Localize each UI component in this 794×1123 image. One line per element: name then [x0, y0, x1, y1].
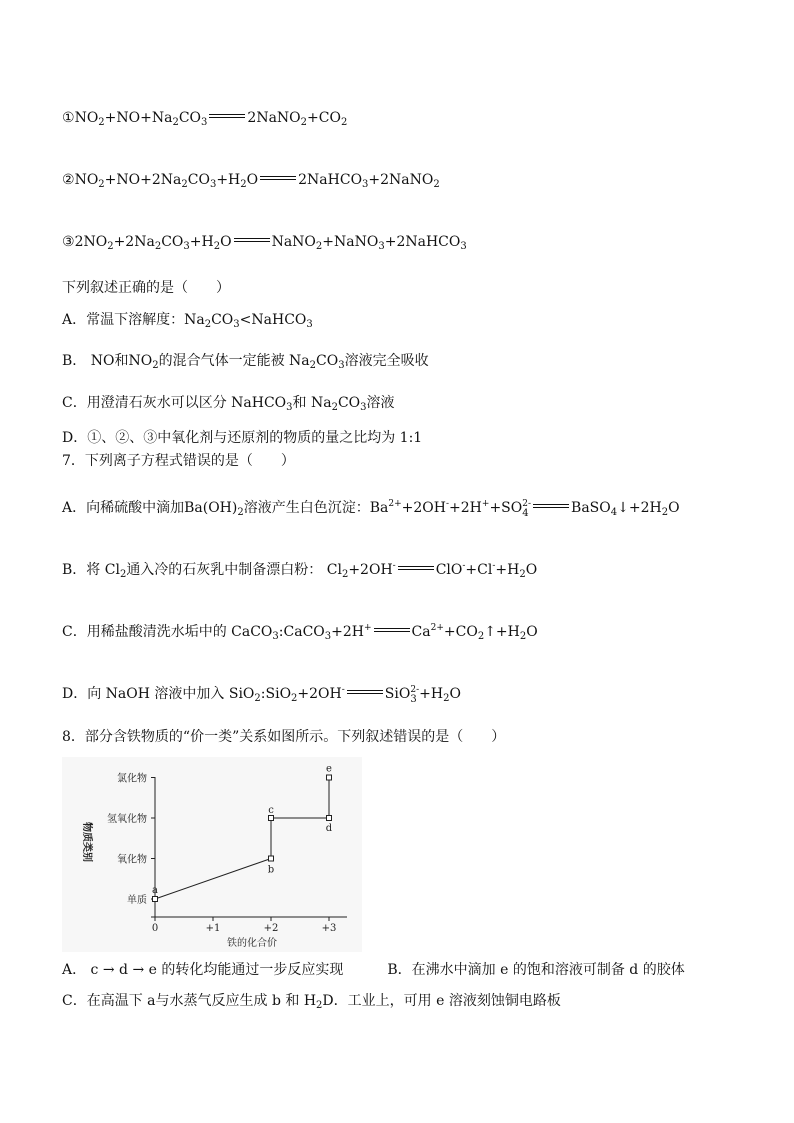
y-tick-label: 氯化物	[117, 773, 147, 785]
point-label-e: e	[326, 763, 332, 775]
q6-option-c: C．用澄清石灰水可以区分 NaHCO$_3$和 $Na_2CO_3$溶液	[62, 395, 395, 413]
y-tick-label: 氢氧化物	[107, 814, 147, 825]
q6-option-b: B． NO和$NO_2$的混合气体一定能被 $Na_2CO_3$溶液完全吸收	[62, 353, 429, 371]
q8-option-b: B．在沸水中滴加 e 的饱和溶液可制备 d 的胶体	[387, 962, 685, 978]
equals-sign	[347, 690, 383, 694]
x-axis-label: 铁的化合价	[227, 938, 277, 949]
x-tick-label: 0	[151, 923, 159, 934]
point-e	[327, 775, 332, 780]
y-tick-label: 氧化物	[117, 854, 147, 866]
q6-stem: 下列叙述正确的是（ ）	[62, 280, 230, 296]
q6-option-d: D．①、②、③中氧化剂与还原剂的物质的量之比均为 1:1	[62, 430, 423, 446]
point-label-d: d	[325, 823, 333, 834]
q8-stem: 8．部分含铁物质的“价一类”关系如图所示。下列叙述错误的是（ ）	[62, 729, 506, 745]
x-tick-label: +2	[263, 923, 279, 934]
equals-sign	[374, 628, 410, 632]
q7-stem: 7．下列离子方程式错误的是（ ）	[62, 453, 295, 469]
equals-sign	[234, 238, 270, 242]
iron-valence-chart	[62, 757, 362, 952]
x-tick-label: +1	[205, 923, 221, 934]
point-b	[269, 856, 274, 861]
equals-sign	[533, 504, 569, 508]
point-c	[269, 816, 274, 821]
equals-sign	[260, 176, 296, 180]
q7-option-b: B．将 $Cl_2$通入冷的石灰乳中制备漂白粉： $Cl_2+2OH^-$ $ClO^-+Cl^-+H_2O$	[62, 561, 538, 580]
q7-option-c: C．用稀盐酸清洗水垢中的 CaCO$_3$:CaCO$_3$+2H+ $Ca^{2+}+CO_2↑+H_2O$	[62, 623, 538, 642]
q8-options-ab	[62, 960, 685, 980]
q8-options-cd: C．在高温下 a与水蒸气反应生成 b 和 $H_2D$．工业上，可用 e 溶液刻蚀铜电路板	[62, 993, 561, 1011]
equals-sign	[398, 566, 434, 570]
reaction-2: $②NO_2+NO+2Na_2CO_3+H_2O$ 2NaHCO$_3$+2NaNO$_2$	[62, 172, 440, 190]
q8-option-a: A． c → d → e 的转化均能通过一步反应实现	[62, 962, 344, 978]
point-a	[153, 897, 158, 902]
point-d	[327, 816, 332, 821]
y-tick-label: 单质	[127, 895, 147, 906]
equals-sign	[209, 114, 245, 118]
reaction-3: $③2NO_2+2Na_2CO_3+H_2O$ NaNO$_2$+NaNO$_3$+2NaHCO$_3$	[62, 234, 467, 252]
point-label-b: b	[267, 864, 275, 876]
x-tick-label: +3	[321, 923, 337, 934]
point-label-a: a	[152, 885, 158, 896]
y-axis-label: 物质类别	[81, 822, 92, 862]
q7-option-d: D．向 NaOH 溶液中加入 SiO$_2$:SiO$_2$+2OH- SiO 2- 3 $+H_2O$	[62, 685, 461, 705]
q7-option-a: A．向稀硫酸中滴加$Ba(OH)_2$溶液产生白色沉淀：$Ba^{2+}+2OH^-+2H^++SO$ 2- 4 $BaSO_4↓+2H_2O$	[62, 499, 680, 519]
q6-option-a: A．常温下溶解度：$Na_2CO_3<NaHCO_3$	[62, 312, 313, 330]
point-label-c: c	[268, 805, 274, 816]
reaction-1: $①NO_2+NO+Na_2CO_3$ $2NaNO_2+CO_2$	[62, 110, 348, 128]
